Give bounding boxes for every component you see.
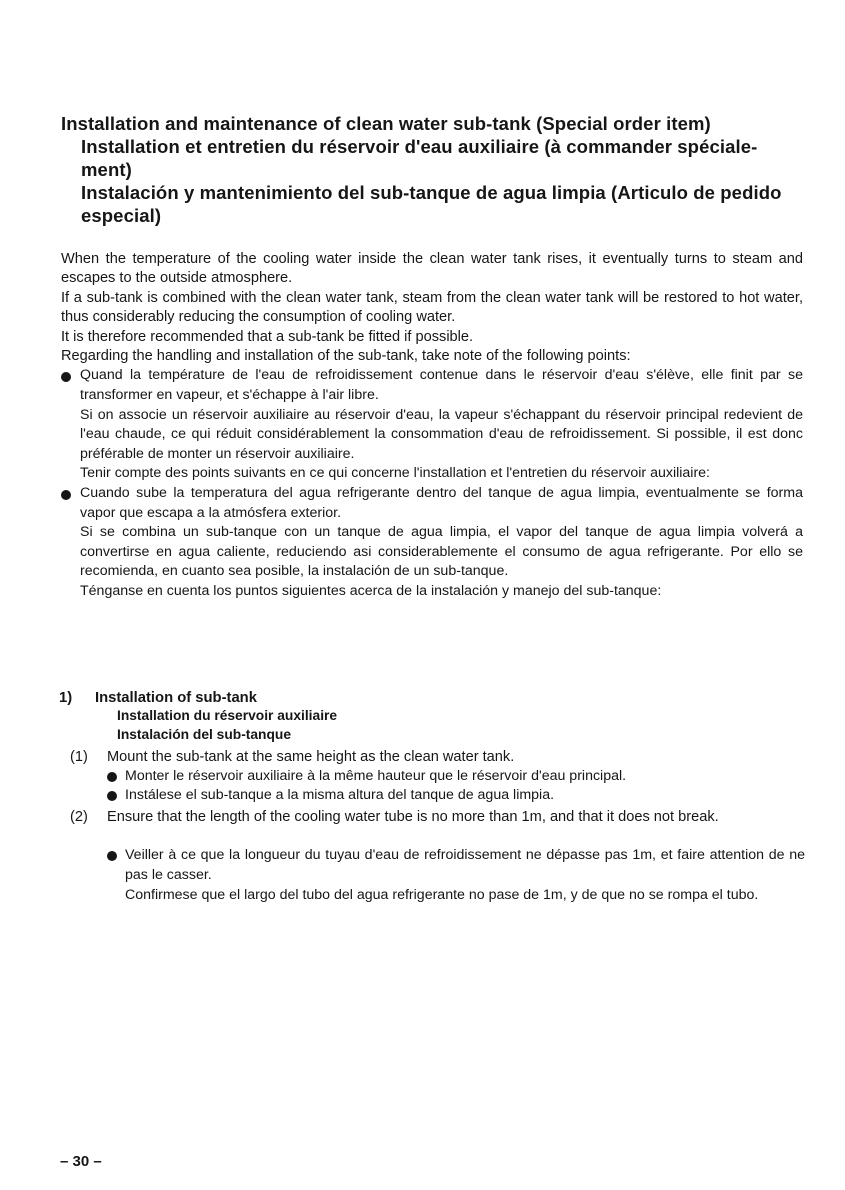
intro-en-paragraph-1: When the temperature of the cooling water inside the clean water tank rises, it eventually turns to steam and escapes to the outside atmosphere.: [61, 251, 803, 287]
step-text-spanish: Instálese el sub-tanque a la misma altura del tanque de agua limpia.: [107, 786, 805, 806]
section-title-french: Installation du réservoir auxiliaire: [117, 708, 338, 723]
bullet-icon: [107, 772, 117, 782]
step-number: (2): [70, 809, 88, 825]
step-text-french: Veiller à ce que la longueur du tuyau d'eau de refroidissement ne dépasse pas 1m, et faire attention de ne pas le casser.: [107, 846, 805, 885]
intro-fr-paragraph-2: Si on associe un réservoir auxiliaire au réservoir d'eau, la vapeur s'échappant du réservoir principal redevient de l'eau chaude, ce qui réduit considérablement la consommation d'eau de refroidissement. Si possible, il est donc préférable de monter un réservoir auxiliaire.: [80, 406, 803, 462]
bullet-icon: [107, 851, 117, 861]
title-french: Installation et entretien du réservoir d'eau auxiliaire (à commander spéciale-ment): [81, 136, 758, 180]
step-2: [70, 808, 805, 928]
section-number: 1): [59, 690, 73, 706]
title-spanish: Instalación y mantenimiento del sub-tanque de agua limpia (Articulo de pedido especial): [81, 182, 782, 226]
intro-es-paragraph-2: Si se combina un sub-tanque con un tanque de agua limpia, el vapor del tanque de agua limpia volverá a convertirse en agua caliente, reduciendo asi considerablemente el consumo de agua refrigerante. Por ello se recomienda, en cuanto sea posible, la instalación de un sub-tanque.: [80, 524, 803, 580]
title-block: [61, 112, 806, 227]
step-1: [70, 748, 805, 804]
bullet-icon: [61, 490, 71, 500]
intro-spanish-bullet: [61, 484, 803, 602]
step-text-french: Monter le réservoir auxiliaire à la même hauteur que le réservoir d'eau principal.: [107, 767, 805, 787]
step-number: (1): [70, 749, 88, 765]
step-text-english: Ensure that the length of the cooling water tube is no more than 1m, and that it does not break.: [107, 809, 719, 825]
page-number: – 30 –: [60, 1153, 102, 1170]
step-text-english: Mount the sub-tank at the same height as the clean water tank.: [107, 749, 515, 765]
intro-es-paragraph-1: Cuando sube la temperatura del agua refrigerante dentro del tanque de agua limpia, eventualmente se forma vapor que escapa a la atmósfera exterior.: [80, 485, 803, 521]
intro-fr-paragraph-1: Quand la température de l'eau de refroidissement contenue dans le réservoir d'eau s'élève, elle finit par se transformer en vapeur, et s'échappe à l'air libre.: [80, 367, 803, 404]
intro-en-paragraph-2: If a sub-tank is combined with the clean water tank, steam from the clean water tank will be restored to hot water, thus considerably reducing the consumption of cooling water.: [61, 289, 803, 326]
intro-french-bullet: [61, 366, 803, 484]
section-title-spanish: Instalación del sub-tanque: [117, 727, 292, 742]
title-english: Installation and maintenance of clean water sub-tank (Special order item): [61, 113, 711, 134]
intro-es-paragraph-3: Ténganse en cuenta los puntos siguientes acerca de la instalación y manejo del sub-tanque:: [80, 582, 662, 599]
intro-fr-paragraph-3: Tenir compte des points suivants en ce qui concerne l'installation et l'entretien du réservoir auxiliaire:: [80, 465, 710, 482]
intro-en-paragraph-4: Regarding the handling and installation of the sub-tank, take note of the following points:: [61, 348, 631, 365]
step-text-spanish: Confirmese que el largo del tubo del agua refrigerante no pase de 1m, y de que no se rompa el tubo.: [125, 887, 759, 903]
intro-text: [61, 250, 803, 602]
section-title-english: Installation of sub-tank: [95, 690, 257, 706]
bullet-icon: [107, 791, 117, 801]
bullet-icon: [61, 372, 71, 382]
intro-en-paragraph-3: It is therefore recommended that a sub-tank be fitted if possible.: [61, 328, 474, 345]
